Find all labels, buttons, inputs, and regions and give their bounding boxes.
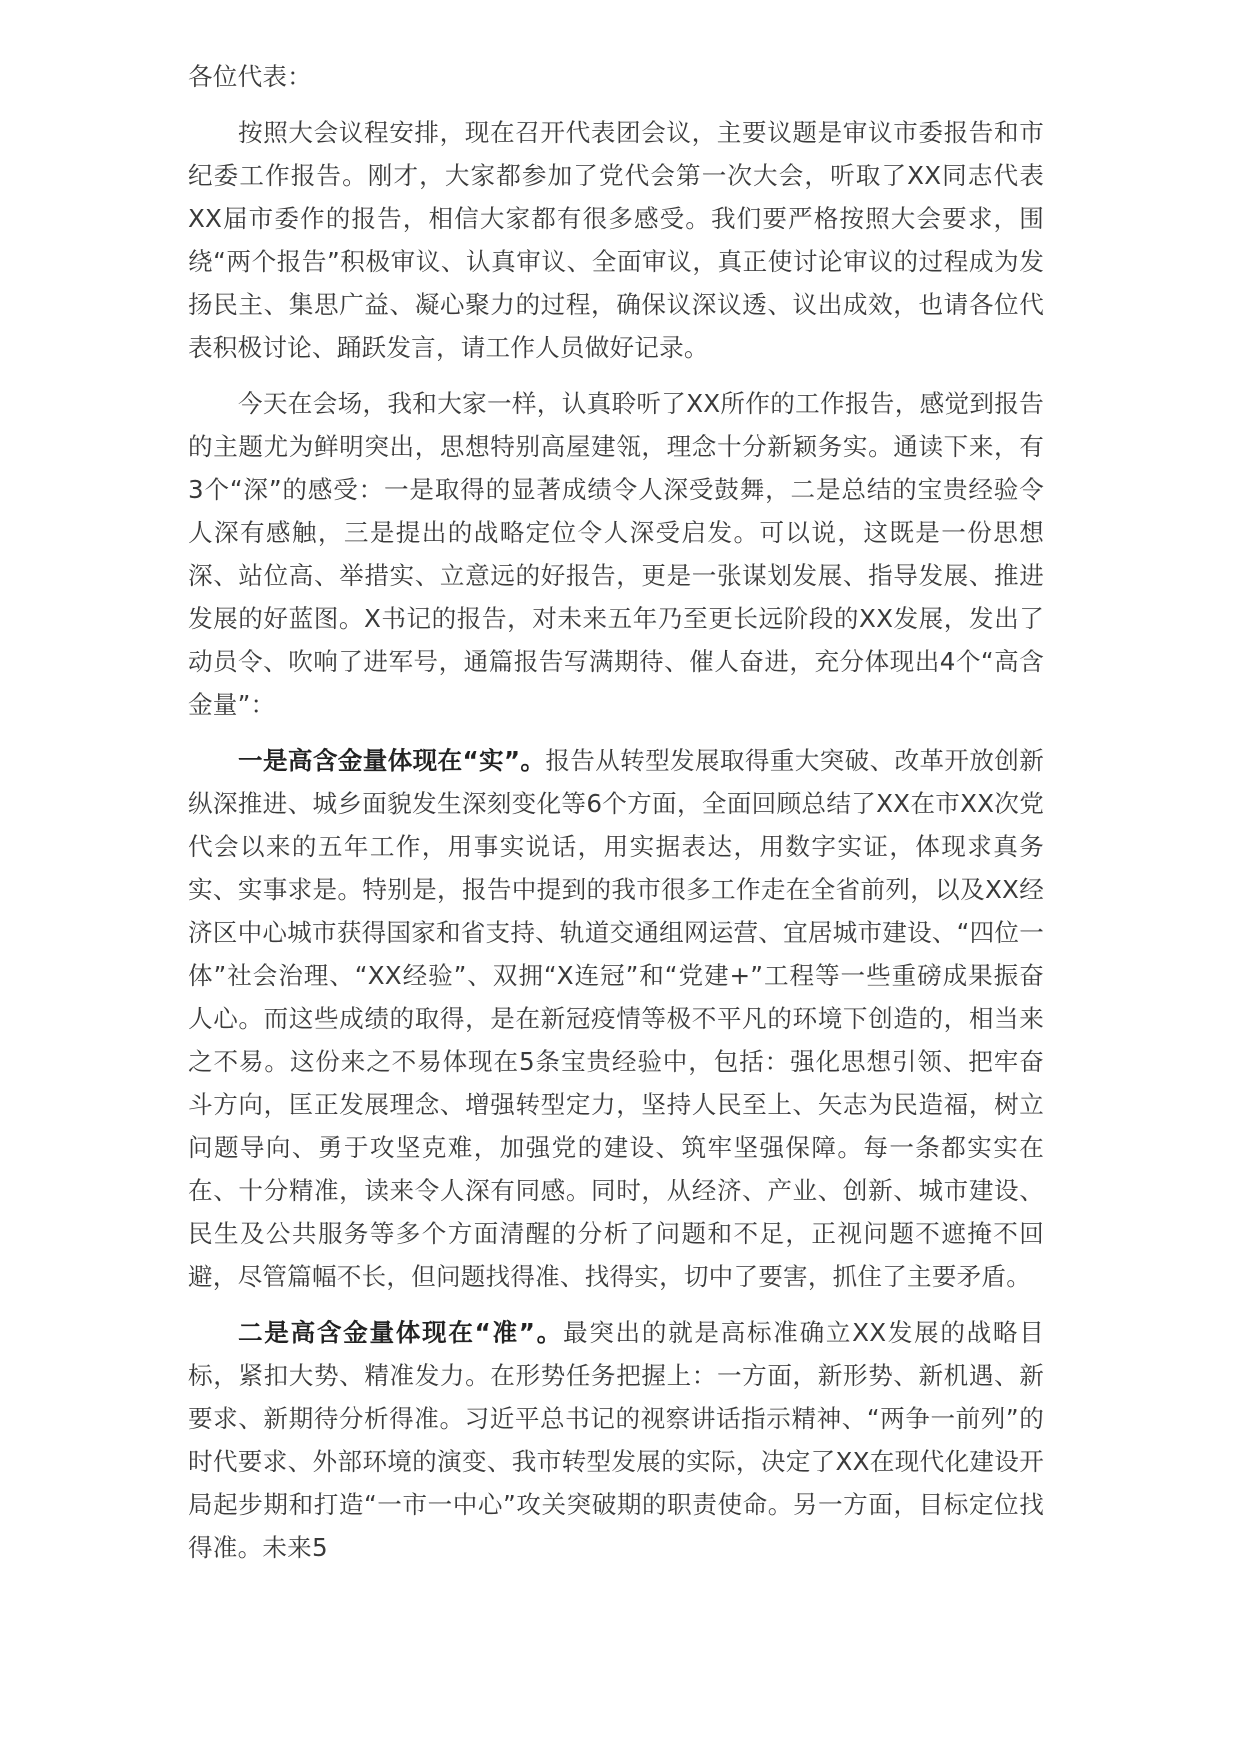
paragraph-lead-bold: 一是高含金量体现在“实”。 bbox=[238, 746, 546, 775]
paragraph-3 bbox=[188, 739, 1044, 1298]
paragraph-lead-bold: 二是高含金量体现在“准”。 bbox=[238, 1318, 563, 1347]
paragraph-2 bbox=[188, 382, 1044, 726]
paragraph-4 bbox=[188, 1311, 1044, 1569]
paragraph-text: 今天在会场，我和大家一样，认真聆听了XX所作的工作报告，感觉到报告的主题尤为鲜明突出，思想特别高屋建瓴，理念十分新颖务实。通读下来，有3个“深”的感受：一是取得的显著成绩令人深受鼓舞，二是总结的宝贵经验令人深有感触，三是提出的战略定位令人深受启发。可以说，这既是一份思想深、站位高、举措实、立意远的好报告，更是一张谋划发展、指导发展、推进发展的好蓝图。X书记的报告，对未来五年乃至更长远阶段的XX发展，发出了动员令、吹响了进军号，通篇报告写满期待、催人奋进，充分体现出4个“高含金量”： bbox=[188, 389, 1044, 719]
document-page bbox=[188, 55, 1044, 1582]
paragraph-1 bbox=[188, 111, 1044, 369]
salutation: 各位代表： bbox=[188, 62, 312, 91]
paragraph-text: 最突出的就是高标准确立XX发展的战略目标，紧扣大势、精准发力。在形势任务把握上：一方面，新形势、新机遇、新要求、新期待分析得准。习近平总书记的视察讲话指示精神、“两争一前列”的时代要求、外部环境的演变、我市转型发展的实际，决定了XX在现代化建设开局起步期和打造“一市一中心”攻关突破期的职责使命。另一方面，目标定位找得准。未来5 bbox=[188, 1318, 1044, 1562]
paragraph-text: 按照大会议程安排，现在召开代表团会议，主要议题是审议市委报告和市纪委工作报告。刚才，大家都参加了党代会第一次大会，听取了XX同志代表XX届市委作的报告，相信大家都有很多感受。我们要严格按照大会要求，围绕“两个报告”积极审议、认真审议、全面审议，真正使讨论审议的过程成为发扬民主、集思广益、凝心聚力的过程，确保议深议透、议出成效，也请各位代表积极讨论、踊跃发言，请工作人员做好记录。 bbox=[188, 118, 1044, 362]
paragraph-text: 报告从转型发展取得重大突破、改革开放创新纵深推进、城乡面貌发生深刻变化等6个方面，全面回顾总结了XX在市XX次党代会以来的五年工作，用事实说话，用实据表达，用数字实证，体现求真务实、实事求是。特别是，报告中提到的我市很多工作走在全省前列，以及XX经济区中心城市获得国家和省支持、轨道交通组网运营、宜居城市建设、“四位一体”社会治理、“XX经验”、双拥“X连冠”和“党建+”工程等一些重磅成果振奋人心。而这些成绩的取得，是在新冠疫情等极不平凡的环境下创造的，相当来之不易。这份来之不易体现在5条宝贵经验中，包括：强化思想引领、把牢奋斗方向，匡正发展理念、增强转型定力，坚持人民至上、矢志为民造福，树立问题导向、勇于攻坚克难，加强党的建设、筑牢坚强保障。每一条都实实在在、十分精准，读来令人深有同感。同时，从经济、产业、创新、城市建设、民生及公共服务等多个方面清醒的分析了问题和不足，正视问题不遮掩不回避，尽管篇幅不长，但问题找得准、找得实，切中了要害，抓住了主要矛盾。 bbox=[188, 746, 1044, 1291]
